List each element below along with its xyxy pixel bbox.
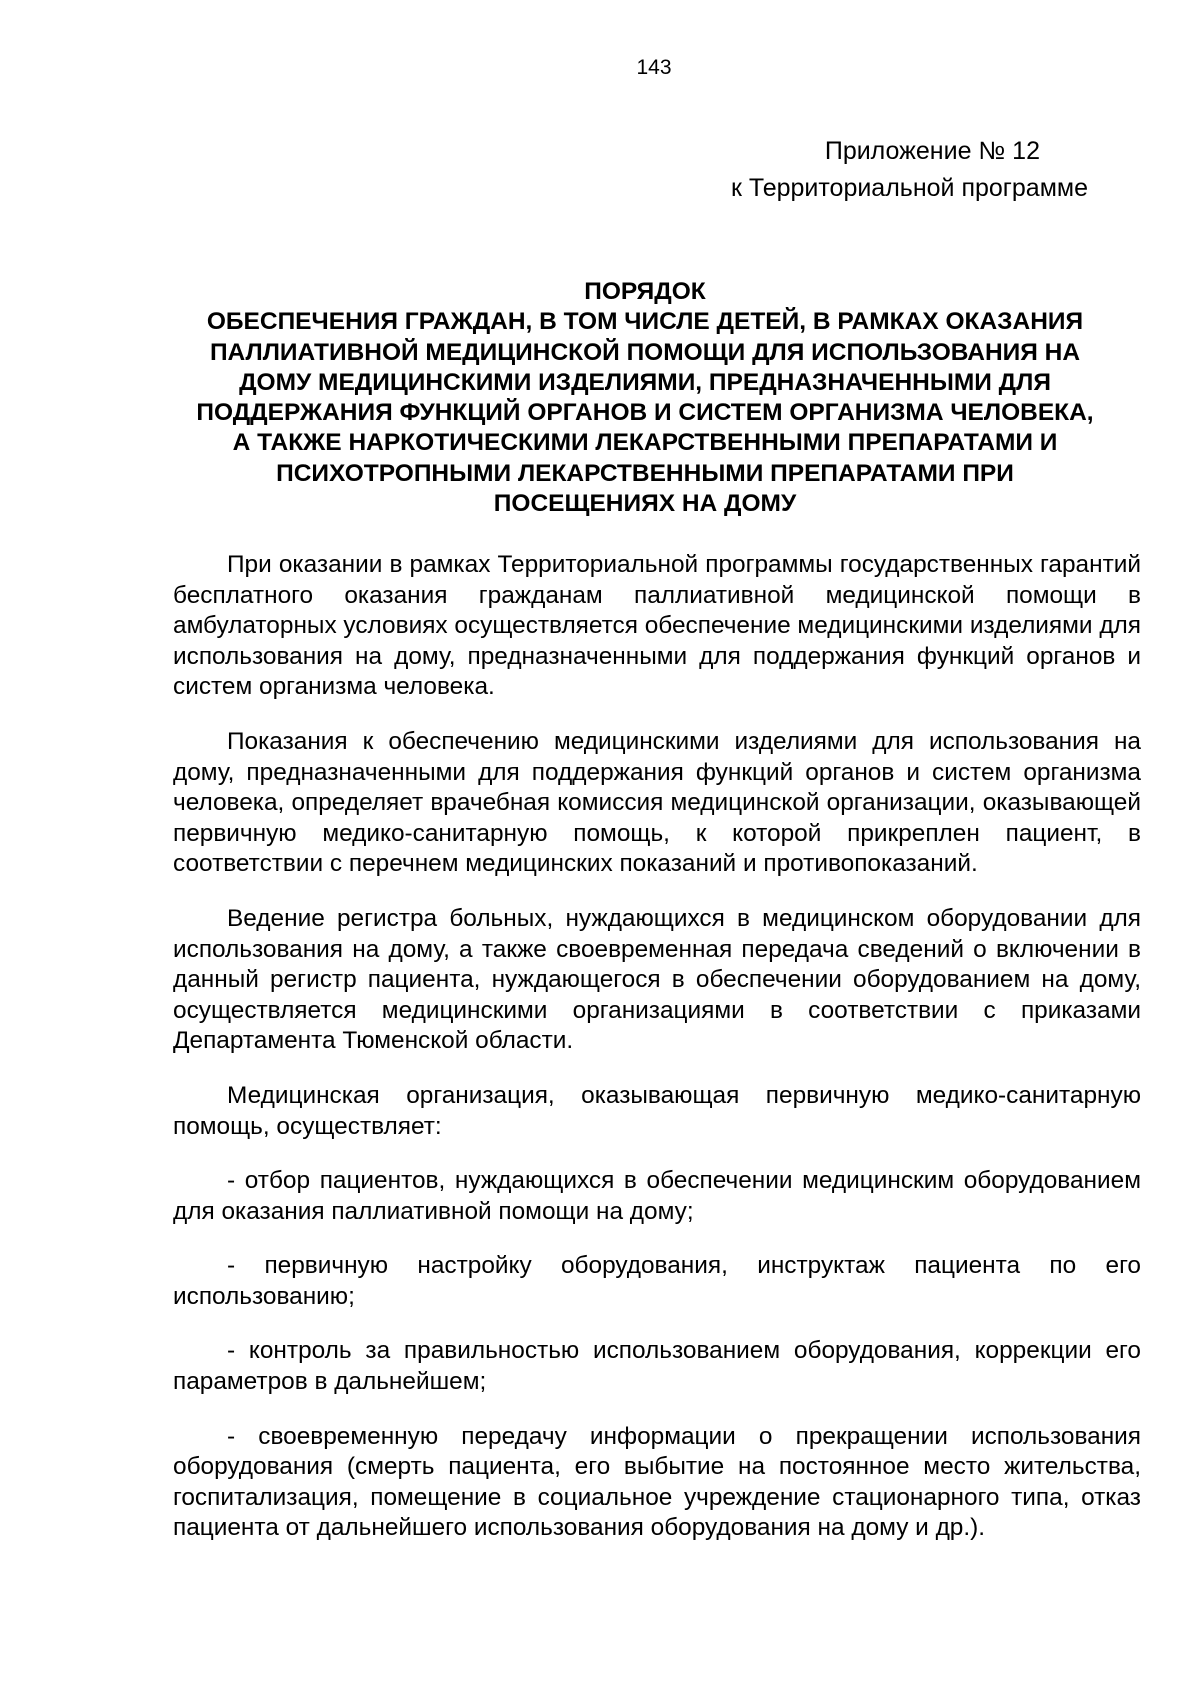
title-line: ПОСЕЩЕНИЯХ НА ДОМУ <box>493 490 797 518</box>
paragraph: Показания к обеспечению медицинскими изделиями для использования на дому, предназначенными для поддержания функций органов и систем организма человека, определяет врачебная комиссия медицинской организации, оказывающей первичную медико-санитарную помощь, к которой прикреплен пациент, в соответствии с перечнем медицинских показаний и противопоказаний. <box>173 727 1141 878</box>
document-title <box>160 277 1130 519</box>
list-item: - своевременную передачу информации о прекращении использования оборудования (смерть пациента, его выбытие на постоянное место жительства, госпитализация, помещение в социальное учреждение стационарного типа, отказ пациента от дальнейшего использования оборудования на дому и др.). <box>173 1422 1141 1542</box>
title-line: ПОРЯДОК <box>584 278 706 305</box>
list-item: - отбор пациентов, нуждающихся в обеспечении медицинским оборудованием для оказания паллиативной помощи на дому; <box>173 1167 1141 1225</box>
paragraph: При оказании в рамках Территориальной программы государственных гарантий бесплатного оказания гражданам паллиативной медицинской помощи в амбулаторных условиях осуществляется обеспечение медицинскими изделиями для использования на дому, предназначенными для поддержания функций органов и систем организма человека. <box>173 551 1141 701</box>
title-line: А ТАКЖЕ НАРКОТИЧЕСКИМИ ЛЕКАРСТВЕННЫМИ ПРЕПАРАТАМИ И <box>232 429 1058 457</box>
document-body <box>173 550 1141 1568</box>
paragraph: Ведение регистра больных, нуждающихся в медицинском оборудовании для использования на дому, а также своевременная передача сведений о включении в данный регистр пациента, нуждающегося в обеспечении оборудованием на дому, осуществляется медицинскими организациями в соответствии с приказами Департамента Тюменской области. <box>173 904 1141 1055</box>
paragraph: Медицинская организация, оказывающая первичную медико-санитарную помощь, осуществляет: <box>173 1081 1141 1140</box>
page-number: 143 <box>636 56 672 79</box>
appendix-reference <box>731 133 1088 207</box>
appendix-program: к Территориальной программе <box>730 174 1088 202</box>
list-item: - контроль за правильностью использованием оборудования, коррекции его параметров в дальнейшем; <box>173 1337 1141 1396</box>
title-line: ПАЛЛИАТИВНОЙ МЕДИЦИНСКОЙ ПОМОЩИ ДЛЯ ИСПОЛЬЗОВАНИЯ НА <box>209 338 1081 366</box>
title-line: ПОДДЕРЖАНИЯ ФУНКЦИЙ ОРГАНОВ И СИСТЕМ ОРГАНИЗМА ЧЕЛОВЕКА, <box>196 399 1094 427</box>
title-line: ПСИХОТРОПНЫМИ ЛЕКАРСТВЕННЫМИ ПРЕПАРАТАМИ ПРИ <box>276 459 1014 487</box>
list-item: - первичную настройку оборудования, инструктаж пациента по его использованию; <box>173 1252 1141 1310</box>
title-line: ОБЕСПЕЧЕНИЯ ГРАЖДАН, В ТОМ ЧИСЛЕ ДЕТЕЙ, В РАМКАХ ОКАЗАНИЯ <box>206 308 1084 336</box>
appendix-number: Приложение № 12 <box>824 137 1040 165</box>
title-line: ДОМУ МЕДИЦИНСКИМИ ИЗДЕЛИЯМИ, ПРЕДНАЗНАЧЕННЫМИ ДЛЯ <box>239 368 1051 396</box>
